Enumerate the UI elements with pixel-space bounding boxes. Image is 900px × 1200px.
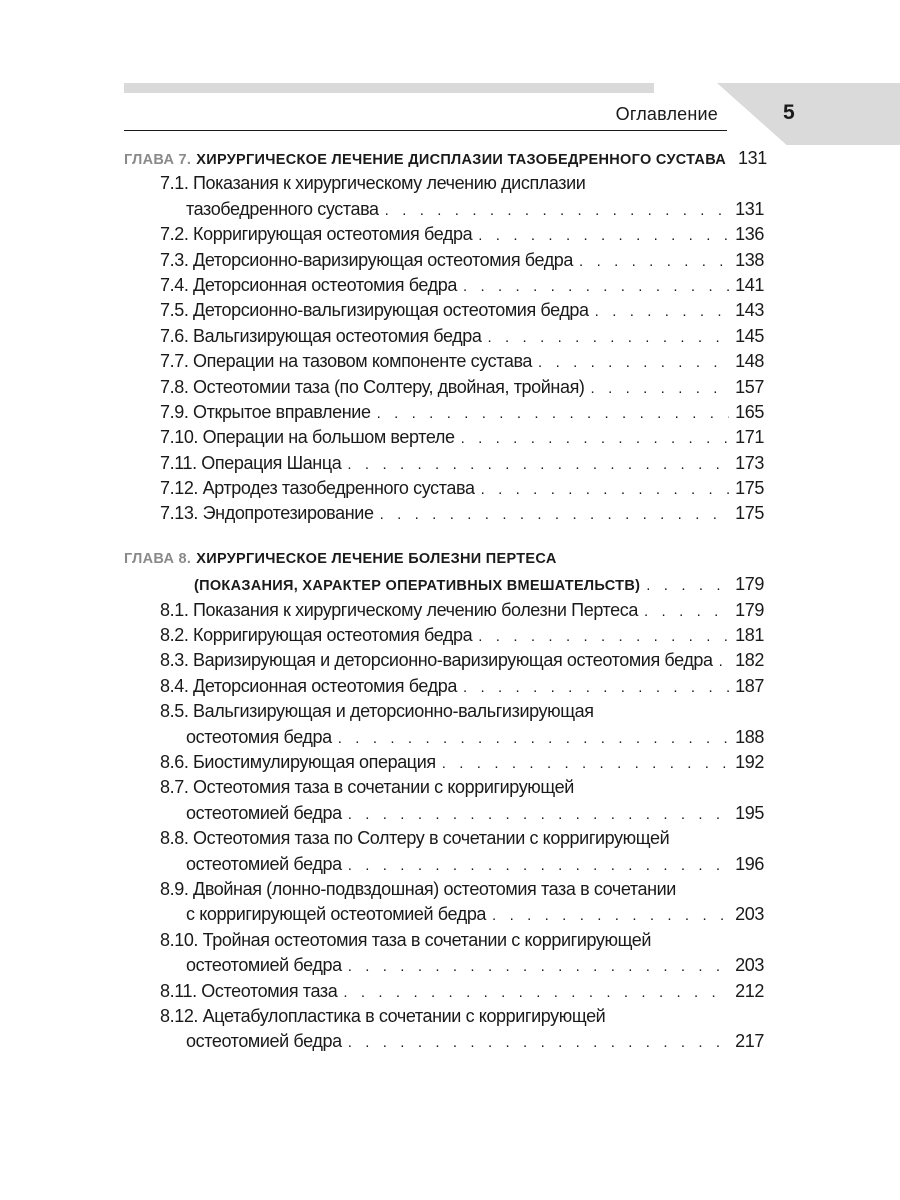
dot-leader xyxy=(461,426,730,451)
entry-page: 141 xyxy=(735,274,764,295)
entry-page: 195 xyxy=(735,802,764,823)
section-title: Оглавление xyxy=(615,104,718,124)
entry-page: 187 xyxy=(735,675,764,696)
entry-page: 203 xyxy=(735,955,764,976)
entry-title: 7.12. Артродез тазобедренного сустава xyxy=(160,478,475,499)
entry-page: 203 xyxy=(735,904,764,925)
entry-title: 8.1. Показания к хирургическому лечению болезни Пертеса xyxy=(160,599,639,620)
entry-title: 8.9. Двойная (лонно-подвздошная) остеотомия таза в сочетании xyxy=(160,878,676,899)
toc-entry xyxy=(124,674,764,699)
page-number-tab xyxy=(717,83,900,145)
header-rule xyxy=(124,130,727,131)
toc-entry xyxy=(124,349,764,374)
toc-entry xyxy=(124,451,764,476)
entry-title: 8.7. Остеотомия таза в сочетании с корригирующей xyxy=(160,777,574,798)
dot-leader xyxy=(348,853,729,878)
dot-leader xyxy=(348,954,729,979)
dot-leader xyxy=(380,502,730,527)
entry-title: 8.6. Биостимулирующая операция xyxy=(160,751,436,772)
toc-entry xyxy=(124,425,764,450)
dot-leader xyxy=(338,726,729,751)
toc-entry xyxy=(124,222,764,247)
dot-leader xyxy=(348,1030,729,1055)
dot-leader xyxy=(478,223,729,248)
entry-title: 8.11. Остеотомия таза xyxy=(160,980,338,1001)
entry-title: 7.7. Операции на тазовом компоненте сустава xyxy=(160,351,533,372)
entry-title: 7.6. Вальгизирующая остеотомия бедра xyxy=(160,325,482,346)
entry-title: 8.3. Варизирующая и деторсионно-варизирующая остеотомия бедра xyxy=(160,650,713,671)
entry-title: 7.5. Деторсионно-вальгизирующая остеотомия бедра xyxy=(160,300,589,321)
entry-title: остеотомией бедра xyxy=(186,955,342,976)
entry-page: 192 xyxy=(735,751,764,772)
toc-entry-cont xyxy=(124,1029,764,1054)
toc-entry xyxy=(124,324,764,349)
dot-leader xyxy=(646,573,729,598)
entry-page: 165 xyxy=(735,401,764,422)
dot-leader xyxy=(478,624,729,649)
toc-entry xyxy=(124,501,764,526)
entry-page: 181 xyxy=(735,625,764,646)
entry-title: 8.10. Тройная остеотомия таза в сочетании с корригирующей xyxy=(160,929,652,950)
chapter-heading xyxy=(124,547,764,572)
toc-entry xyxy=(124,648,764,673)
toc-entry-cont xyxy=(124,902,764,927)
chapter-page: 179 xyxy=(735,574,764,595)
entry-title: 7.2. Корригирующая остеотомия бедра xyxy=(160,224,473,245)
entry-title: с корригирующей остеотомией бедра xyxy=(186,904,487,925)
toc-entry-cont xyxy=(124,953,764,978)
toc-entry xyxy=(124,775,764,800)
entry-title: 7.10. Операции на большом вертеле xyxy=(160,427,455,448)
toc-entry xyxy=(124,750,764,775)
entry-title: 8.12. Ацетабулопластика в сочетании с корригирующей xyxy=(160,1005,606,1026)
toc-entry-cont xyxy=(124,801,764,826)
toc-entry-cont xyxy=(124,197,764,222)
entry-title: 8.4. Деторсионная остеотомия бедра xyxy=(160,675,457,696)
entry-page: 173 xyxy=(735,452,764,473)
chapter-page: 131 xyxy=(738,148,767,168)
entry-title: 8.8. Остеотомия таза по Солтеру в сочетании с корригирующей xyxy=(160,828,670,849)
toc-entry xyxy=(124,623,764,648)
chapter-block xyxy=(124,547,764,1055)
entry-title: 7.13. Эндопротезирование xyxy=(160,503,374,524)
dot-leader xyxy=(538,350,729,375)
toc-entry xyxy=(124,1004,764,1029)
entry-title: остеотомией бедра xyxy=(186,853,342,874)
dot-leader xyxy=(591,376,730,401)
entry-page: 131 xyxy=(735,198,764,219)
dot-leader xyxy=(463,675,729,700)
dot-leader xyxy=(343,980,729,1005)
chapter-heading-cont xyxy=(124,572,764,597)
table-of-contents xyxy=(124,146,767,1075)
dot-leader xyxy=(487,325,729,350)
entry-page: 157 xyxy=(735,376,764,397)
toc-entry-cont xyxy=(124,725,764,750)
dot-leader xyxy=(385,198,730,223)
dot-leader xyxy=(595,299,730,324)
dot-leader xyxy=(719,649,730,674)
entry-page: 179 xyxy=(735,599,764,620)
entry-page: 148 xyxy=(735,351,764,372)
dot-leader xyxy=(463,274,729,299)
toc-entry xyxy=(124,877,764,902)
page-number: 5 xyxy=(783,101,795,124)
entry-title: остеотомия бедра xyxy=(186,726,332,747)
entry-title: 7.3. Деторсионно-варизирующая остеотомия бедра xyxy=(160,249,574,270)
entry-title: 8.5. Вальгизирующая и деторсионно-вальгизирующая xyxy=(160,701,594,722)
chapter-title: ХИРУРГИЧЕСКОЕ ЛЕЧЕНИЕ БОЛЕЗНИ ПЕРТЕСА xyxy=(196,550,557,567)
entry-page: 138 xyxy=(735,249,764,270)
toc-entry xyxy=(124,476,764,501)
dot-leader xyxy=(348,802,729,827)
dot-leader xyxy=(644,599,729,624)
entry-page: 143 xyxy=(735,300,764,321)
toc-entry xyxy=(124,298,764,323)
toc-entry xyxy=(124,248,764,273)
entry-title: 7.1. Показания к хирургическому лечению дисплазии xyxy=(160,173,586,194)
toc-entry xyxy=(124,598,764,623)
entry-title: 7.8. Остеотомии таза (по Солтеру, двойная, тройная) xyxy=(160,376,585,397)
entry-title: тазобедренного сустава xyxy=(186,198,379,219)
toc-entry xyxy=(124,928,764,953)
entry-page: 175 xyxy=(735,478,764,499)
entry-page: 196 xyxy=(735,853,764,874)
toc-entry xyxy=(124,826,764,851)
chapter-title-line2: (ПОКАЗАНИЯ, ХАРАКТЕР ОПЕРАТИВНЫХ ВМЕШАТЕЛЬСТВ) xyxy=(194,578,641,595)
entry-page: 175 xyxy=(735,503,764,524)
toc-entry-cont xyxy=(124,852,764,877)
entry-title: 7.11. Операция Шанца xyxy=(160,452,342,473)
toc-entry xyxy=(124,400,764,425)
entry-title: остеотомией бедра xyxy=(186,802,342,823)
entry-title: 7.9. Открытое вправление xyxy=(160,401,371,422)
entry-page: 171 xyxy=(735,427,764,448)
entry-page: 212 xyxy=(735,980,764,1001)
header-band xyxy=(124,83,654,93)
dot-leader xyxy=(481,477,730,502)
toc-entry xyxy=(124,979,764,1004)
dot-leader xyxy=(442,751,729,776)
entry-title: 7.4. Деторсионная остеотомия бедра xyxy=(160,274,457,295)
toc-entry xyxy=(124,699,764,724)
entry-page: 188 xyxy=(735,726,764,747)
chapter-heading xyxy=(124,146,767,171)
entry-page: 217 xyxy=(735,1031,764,1052)
chapter-label: ГЛАВА 8. xyxy=(124,550,192,567)
entry-page: 182 xyxy=(735,650,764,671)
chapter-title: ХИРУРГИЧЕСКОЕ ЛЕЧЕНИЕ ДИСПЛАЗИИ ТАЗОБЕДРЕННОГО СУСТАВА xyxy=(196,152,727,168)
dot-leader xyxy=(377,401,730,426)
entry-page: 136 xyxy=(735,224,764,245)
entry-title: остеотомией бедра xyxy=(186,1031,342,1052)
chapter-label: ГЛАВА 7. xyxy=(124,152,192,168)
toc-entry xyxy=(124,171,764,196)
toc-entry xyxy=(124,375,764,400)
toc-entry xyxy=(124,273,764,298)
dot-leader xyxy=(347,452,729,477)
entry-page: 145 xyxy=(735,325,764,346)
entry-title: 8.2. Корригирующая остеотомия бедра xyxy=(160,625,473,646)
dot-leader xyxy=(579,249,729,274)
dot-leader xyxy=(492,903,729,928)
chapter-block xyxy=(124,146,767,527)
